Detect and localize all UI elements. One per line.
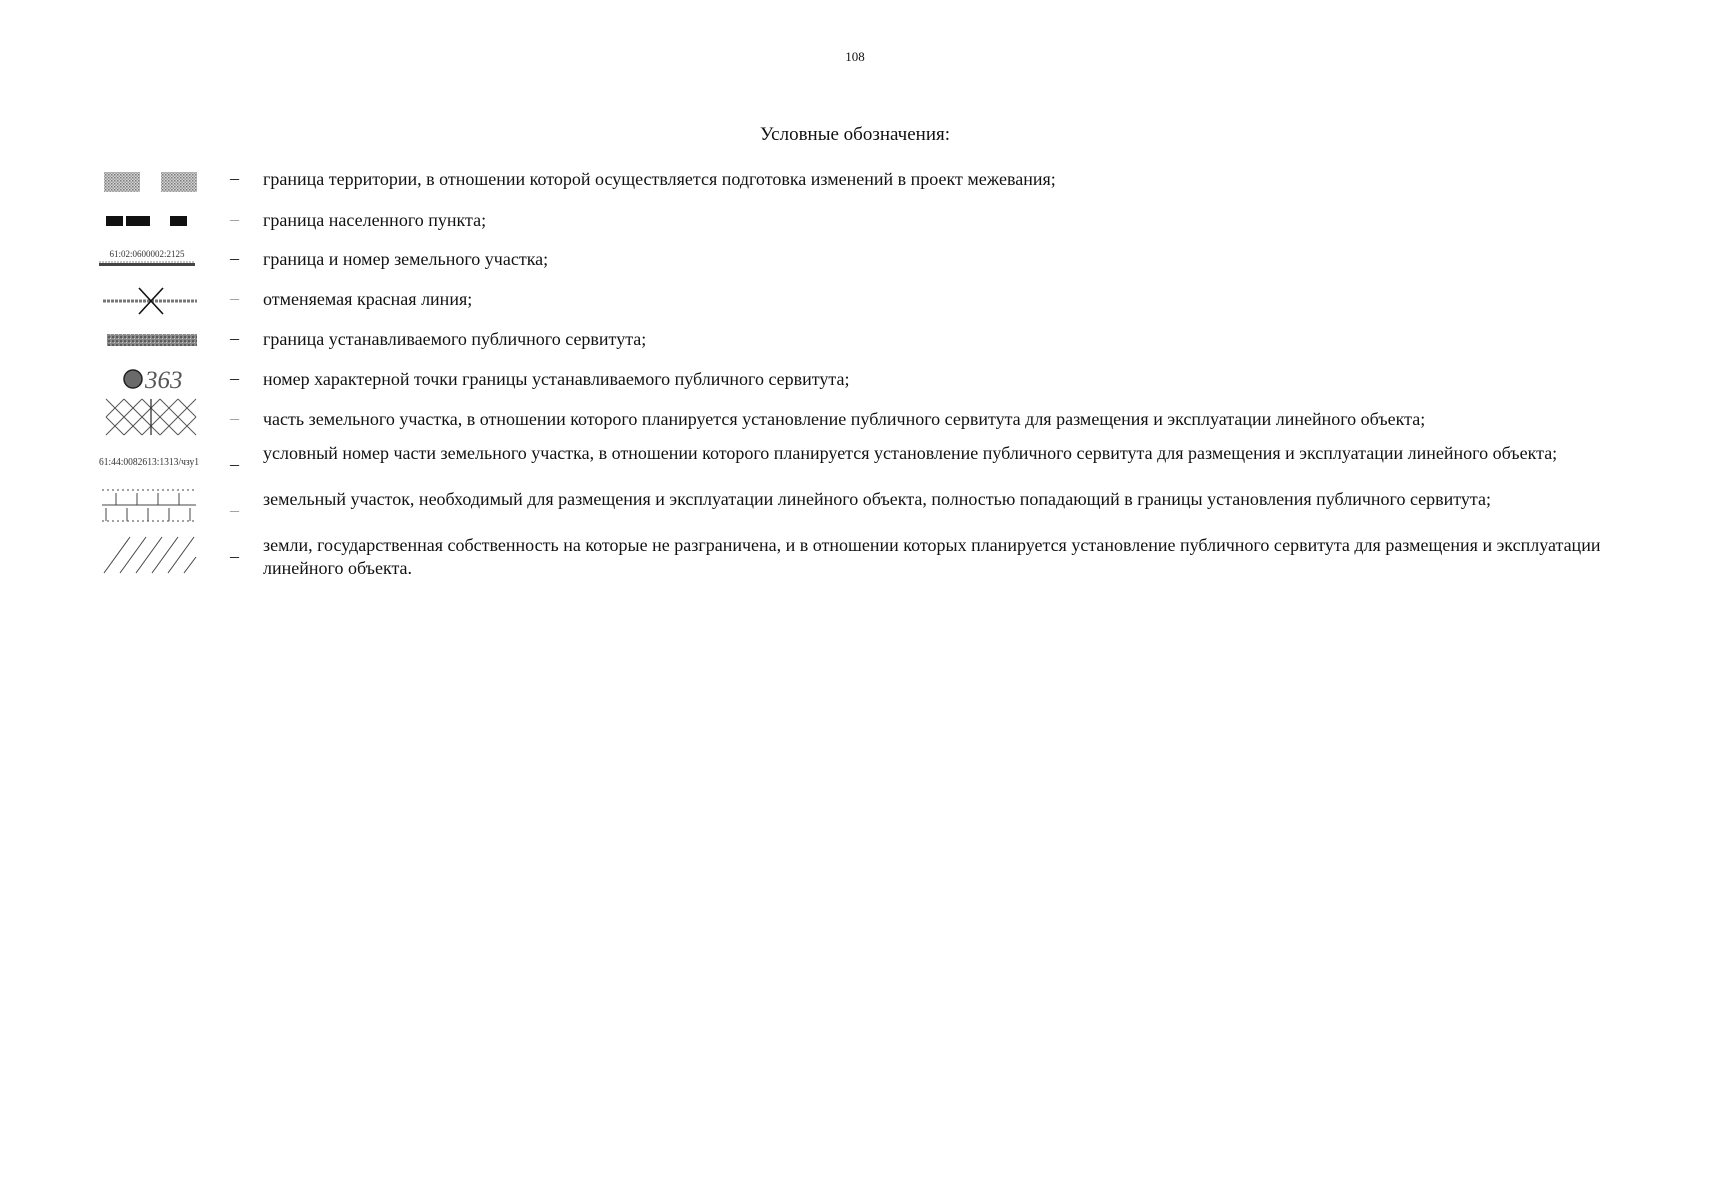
legend-description: граница населенного пункта; xyxy=(263,210,487,230)
legend-description: граница устанавливаемого публичного сервитута; xyxy=(263,329,647,349)
legend-description: номер характерной точки границы устанавливаемого публичного сервитута; xyxy=(263,369,850,389)
cancelled-red-line-symbol xyxy=(96,285,206,317)
legend-dash: – xyxy=(230,209,239,229)
legend-dash: – xyxy=(230,368,239,388)
legend-title: Условные обозначения: xyxy=(759,124,951,145)
legend-description: часть земельного участка, в отношении которого планируется установление публичного сервитута для размещения и эксплуатации линейного объекта; xyxy=(263,409,1426,429)
legend-dash: – xyxy=(230,328,239,348)
parcel-number-label: 61:02:0600002:2125 xyxy=(109,249,185,259)
parcel-fully-within-servitude-symbol xyxy=(96,488,206,528)
legend-dash: – xyxy=(230,454,239,474)
legend-description: граница и номер земельного участка; xyxy=(263,249,549,269)
legend-description: граница территории, в отношении которой осуществляется подготовка изменений в проект межевания; xyxy=(263,169,1056,189)
parcel-boundary-number-symbol xyxy=(96,248,206,272)
legend-description: отменяемая красная линия; xyxy=(263,289,473,309)
legend-dash: – xyxy=(230,248,239,268)
point-number-label: 363 xyxy=(145,367,183,394)
servitude-point-number-symbol xyxy=(96,364,206,394)
legend-description: условный номер части земельного участка, в отношении которого планируется установление публичного сервитута для размещения и эксплуатации линейного объекта; xyxy=(263,443,1558,463)
legend-dash: – xyxy=(230,546,239,566)
parcel-part-number-label: 61:44:0082613:1313/чзу1 xyxy=(99,456,199,468)
public-servitude-boundary-symbol xyxy=(96,332,206,348)
legend-dash: – xyxy=(230,500,239,520)
page-number: 108 xyxy=(845,49,865,64)
legend-dash: – xyxy=(230,168,239,188)
settlement-boundary-dashed-symbol xyxy=(96,214,206,228)
legend-dash: – xyxy=(230,288,239,308)
undivided-state-land-hatch-symbol xyxy=(96,535,206,575)
legend-description: земли, государственная собственность на которые не разграничена, и в отношении которых планируется установление публичного сервитута для размещения и эксплуатации линейного объекта. xyxy=(263,535,1601,578)
legend-dash: – xyxy=(230,408,239,428)
territory-boundary-hatched-symbol xyxy=(96,171,206,193)
parcel-part-number-symbol xyxy=(96,454,206,468)
legend-description: земельный участок, необходимый для размещения и эксплуатации линейного объекта, полностью попадающий в границы установления публичного сервитута; xyxy=(263,489,1491,509)
parcel-part-crosshatch-symbol xyxy=(96,399,206,435)
